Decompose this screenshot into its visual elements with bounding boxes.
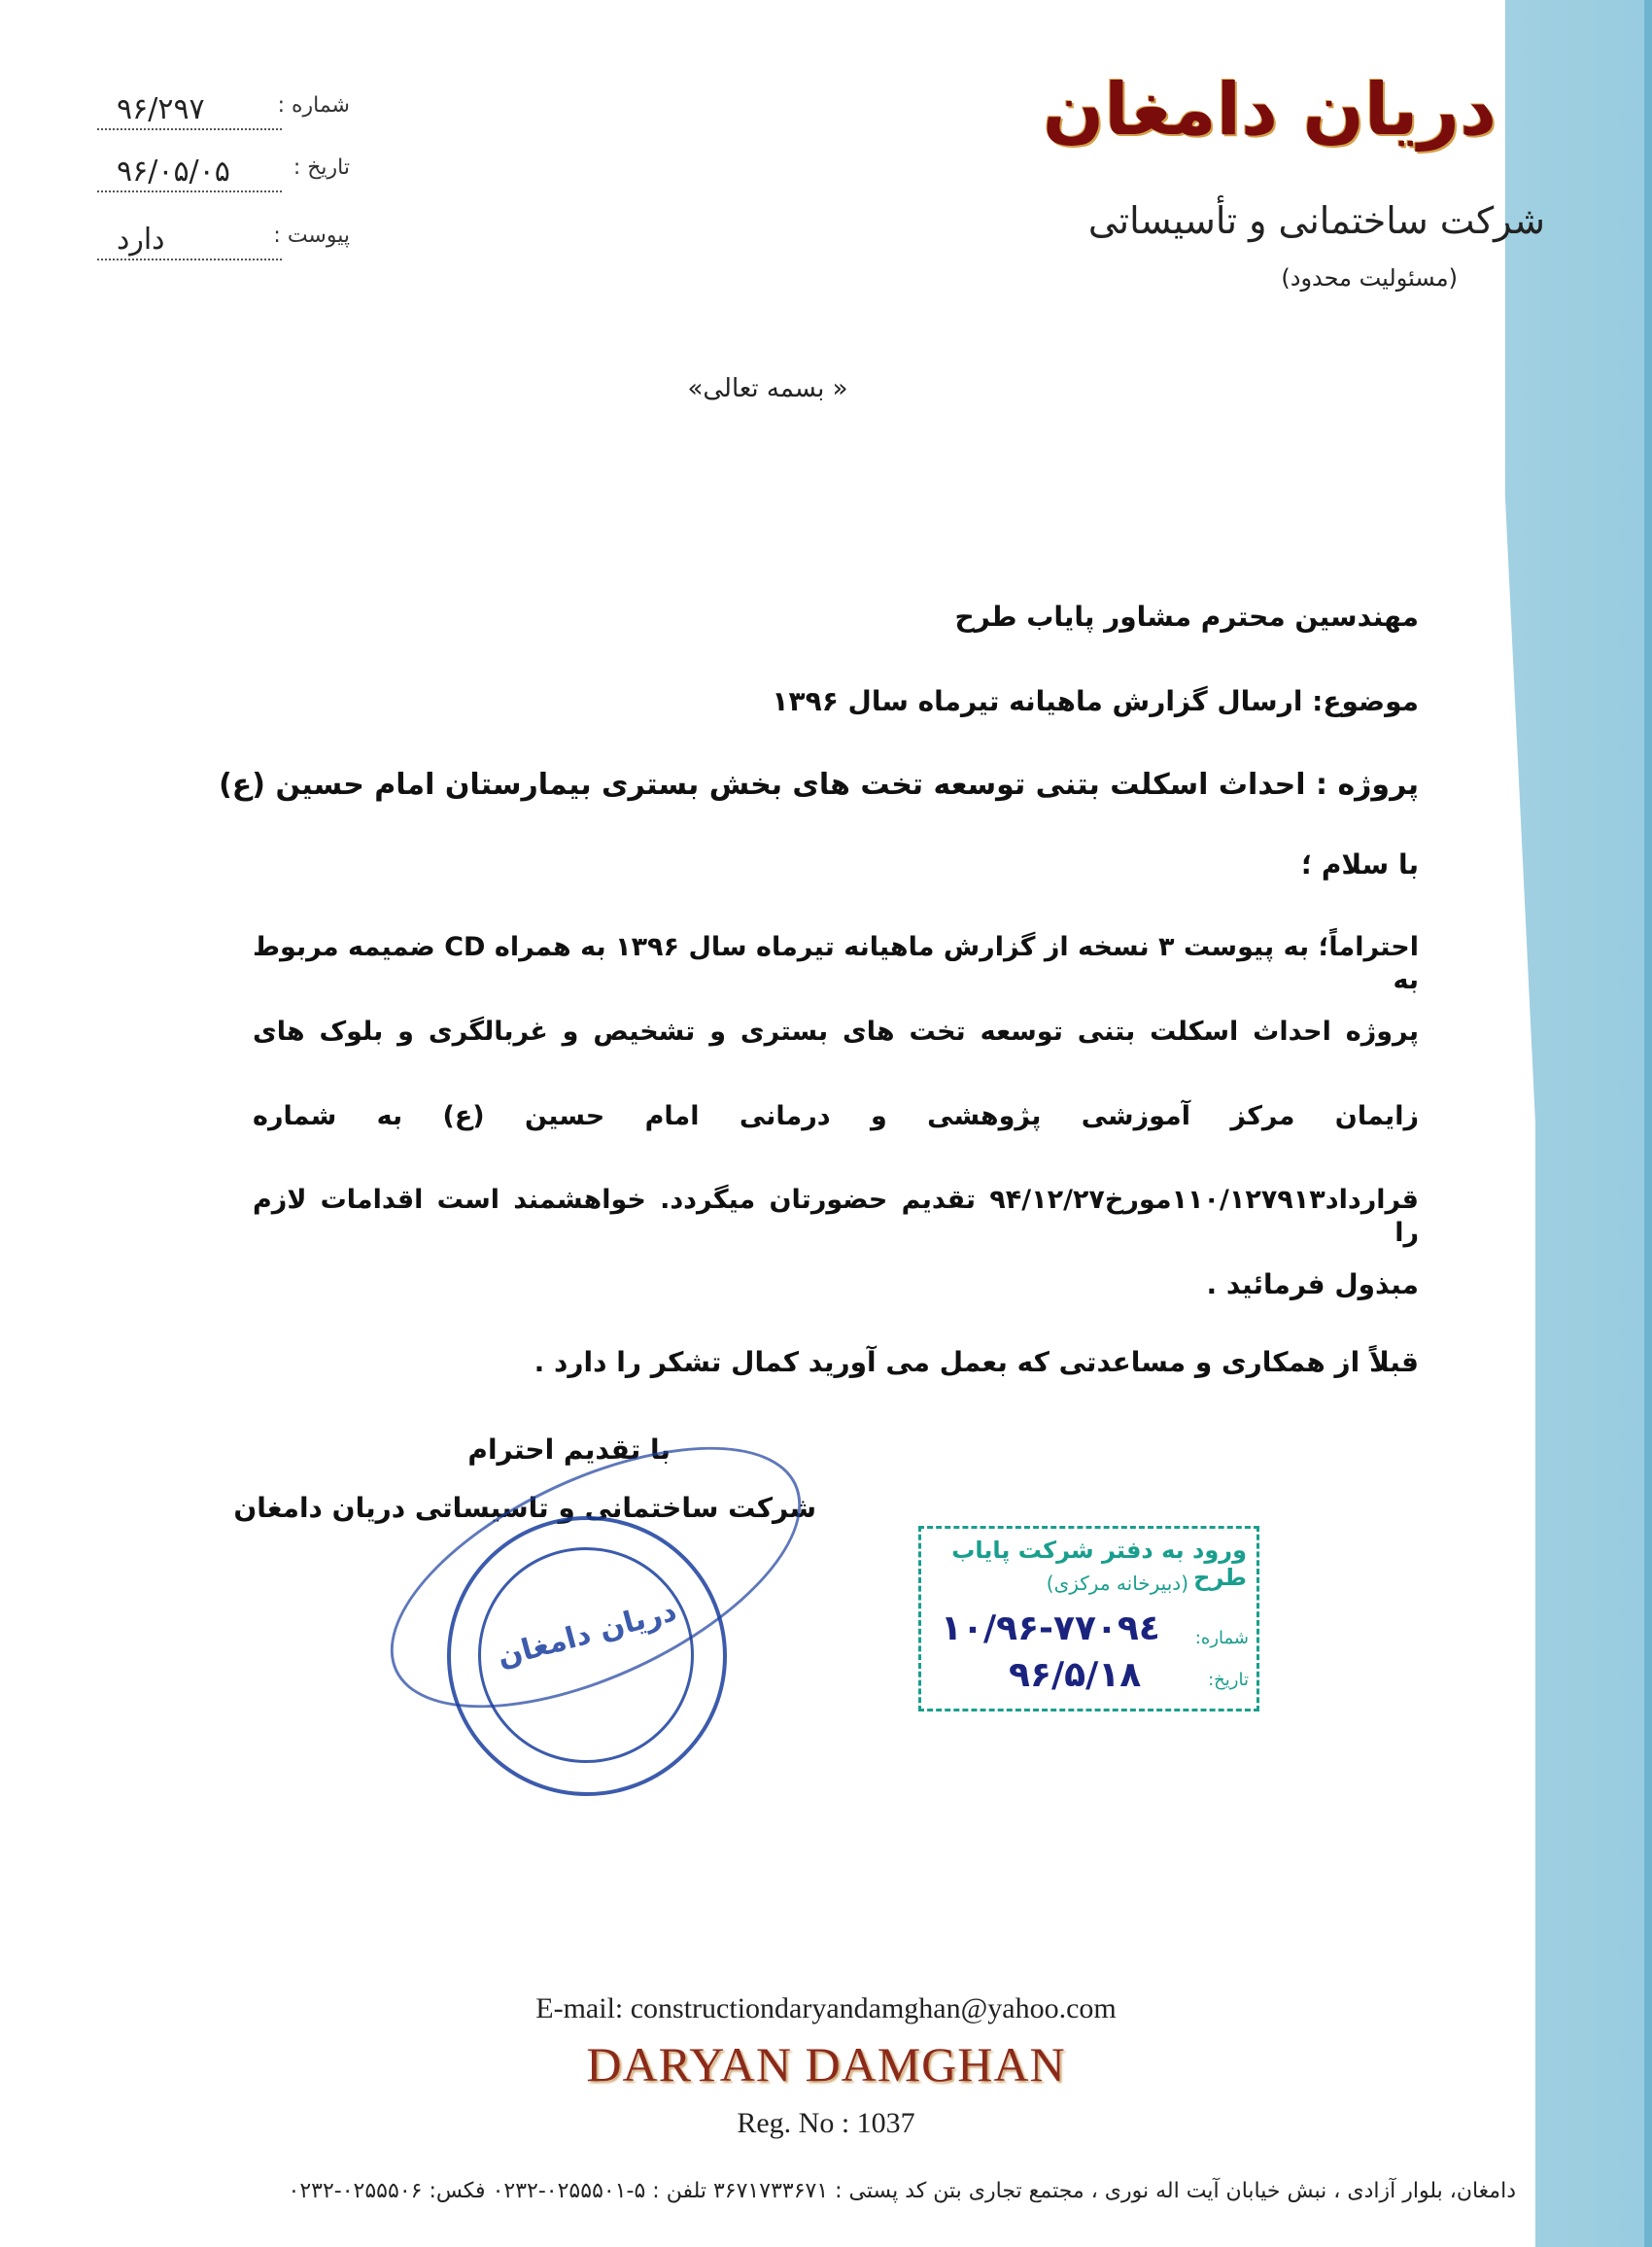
footer-email: E-mail: constructiondaryandamghan@yahoo.com (535, 1992, 1117, 2024)
closing-note: قبلاً از همکاری و مساعدتی که بعمل می آورید کمال تشکر را دارد . (533, 1346, 1419, 1378)
received-stamp-date-label: تاریخ: (1208, 1670, 1249, 1690)
greeting: با سلام ؛ (1300, 848, 1419, 881)
body-line-3: زایمان مرکز آموزشی پژوهشی و درمانی امام حسین (ع) به شماره (253, 1101, 1419, 1131)
company-type: (مسئولیت محدود) (1281, 264, 1458, 292)
body-line-4: قرارداد۱۱۰/۱۲۷۹۱۳مورخ۹۴/۱۲/۲۷ تقدیم حضورتان میگردد. خواهشمند است اقدامات لازم را (253, 1185, 1419, 1248)
regards: با تقدیم احترام (467, 1434, 671, 1466)
meta-number (97, 93, 350, 132)
body-line-1: احتراماً؛ به پیوست ۳ نسخه از گزارش ماهیانه تیرماه سال ۱۳۹۶ به همراه CD ضمیمه مربوط به (253, 932, 1420, 995)
company-logo-text: دریان دامغان (1043, 68, 1497, 152)
signatory: شرکت ساختمانی و تاسیساتی دریان دامغان (233, 1492, 816, 1524)
received-stamp-number-label: شماره: (1194, 1628, 1249, 1648)
received-stamp-subtitle: (دبیرخانه مرکزی) (1046, 1572, 1188, 1595)
company-seal-text: دریان دامغان (494, 1594, 680, 1675)
meta-attachment-value: دارد (117, 223, 165, 257)
meta-date-label: تاریخ : (293, 156, 350, 180)
meta-attachment (97, 224, 350, 262)
meta-attachment-label: پیوست : (273, 224, 350, 248)
meta-number-value: ۹۶/۲۹۷ (117, 92, 205, 126)
received-stamp-date: ۹۶/۵/۱۸ (1009, 1655, 1142, 1695)
basmala: « بسمه تعالی» (687, 374, 848, 403)
company-name: شرکت ساختمانی و تأسیساتی (1087, 199, 1545, 242)
meta-date-dots (97, 190, 282, 192)
company-seal (447, 1516, 727, 1796)
side-band-edge (1644, 0, 1652, 2247)
meta-date-value: ۹۶/۰۵/۰۵ (117, 155, 230, 189)
addressee: مهندسین محترم مشاور پایاب طرح (954, 601, 1419, 633)
meta-date (97, 156, 350, 194)
body-line-2: پروژه احداث اسکلت بتنی توسعه تخت های بستری و تشخیص و غربالگری و بلوک های (253, 1017, 1419, 1047)
footer-address: دامغان، بلوار آزادی ، نبش خیابان آیت اله نوری ، مجتمع تجاری بتن کد پستی : ۳۶۷۱۷۳۳۶۷۱ تلفن : ۵-۰۲۵۵۵۰۱-۰۲۳۲ فکس: ۰۲۵۵۵۰۶-۰۲۳۲ (288, 2179, 1516, 2203)
received-stamp-number: ۱۰/۹۶-۷۷۰۹٤ (941, 1608, 1160, 1648)
received-stamp (918, 1526, 1259, 1711)
footer-reg-number: Reg. No : 1037 (737, 2107, 915, 2139)
subject-line: موضوع: ارسال گزارش ماهیانه تیرماه سال ۱۳۹۶ (772, 685, 1419, 717)
body-line-5: مبذول فرمائید . (1206, 1268, 1419, 1300)
project-line: پروژه : احداث اسکلت بتنی توسعه تخت های بخش بستری بیمارستان امام حسین (ع) (219, 768, 1419, 802)
meta-number-dots (97, 128, 282, 130)
meta-attachment-dots (97, 259, 282, 260)
received-stamp-title: ورود به دفتر شرکت پایاب طرح (951, 1537, 1247, 1591)
footer-brand: DARYAN DAMGHAN (586, 2037, 1066, 2091)
meta-number-label: شماره : (277, 93, 350, 118)
